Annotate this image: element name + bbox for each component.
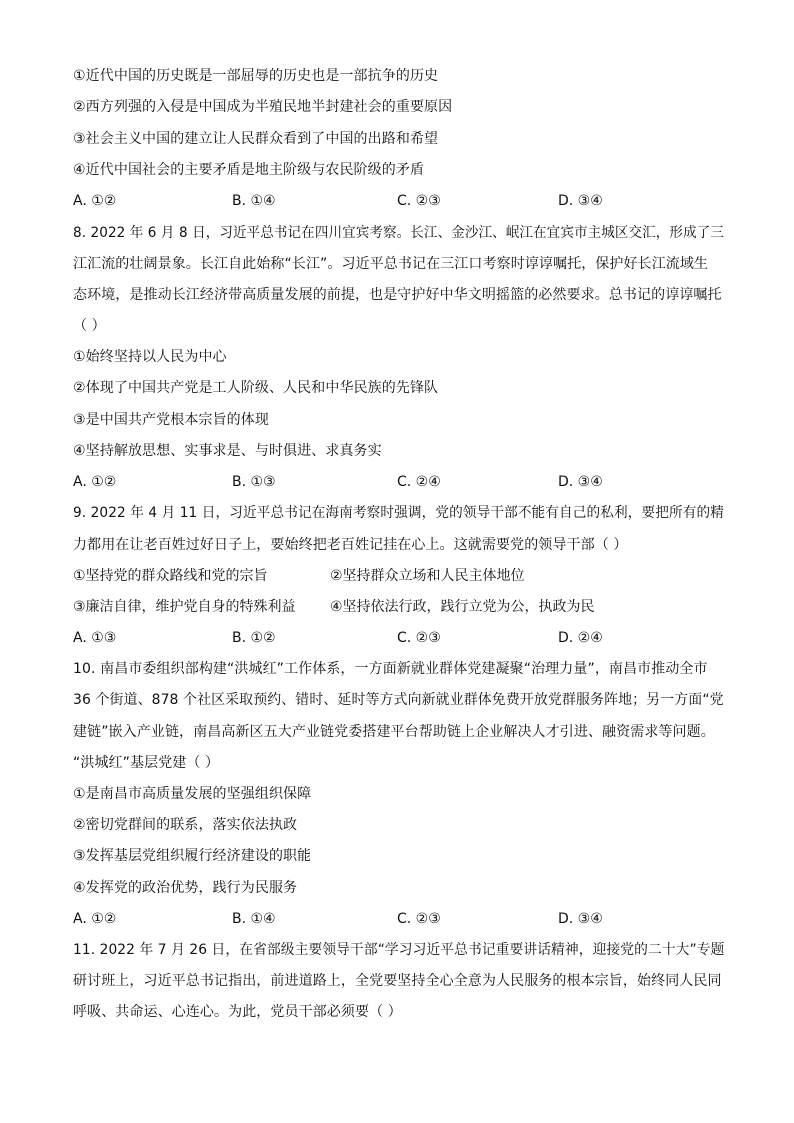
q9-stem-line-1: 9. 2022 年 4 月 11 日，习近平总书记在海南考察时强调，党的领导干部不能有自己的私利，要把所有的精 [73, 505, 724, 521]
q7-statement-1: ①近代中国的历史既是一部屈辱的历史也是一部抗争的历史 [73, 68, 439, 84]
q8-option-b: B. ①③ [232, 474, 276, 490]
q7-statement-3: ③社会主义中国的建立让人民群众看到了中国的出路和希望 [73, 131, 439, 147]
q10-stem-line-3: 建链”嵌入产业链，南昌高新区五大产业链党委搭建平台帮助链上企业解决人才引进、融资需求等问题。 [73, 724, 715, 740]
q7-option-d: D. ③④ [558, 193, 603, 209]
q10-stem-line-2: 36 个街道、878 个社区采取预约、错时、延时等方式向新就业群体免费开放党群服务阵地；另一方面“党 [73, 692, 724, 708]
q10-statement-4: ④发挥党的政治优势，践行为民服务 [73, 880, 298, 896]
q11-stem-line-3: 呼吸、共命运、心连心。为此，党员干部必须要（ ） [73, 1004, 402, 1020]
q8-answer-blank: （ ） [73, 318, 106, 334]
q7-statement-4: ④近代中国社会的主要矛盾是地主阶级与农民阶级的矛盾 [73, 162, 425, 178]
q8-stem-line-1: 8. 2022 年 6 月 8 日，习近平总书记在四川宜宾考察。长江、金沙江、岷江在宜宾市主城区交汇，形成了三 [73, 225, 724, 241]
q9-option-c: C. ②③ [397, 630, 441, 646]
q9-statement-3: ③廉洁自律，维护党自身的特殊利益 [73, 599, 296, 615]
q9-option-b: B. ①② [232, 630, 276, 646]
q8-stem-line-2: 江汇流的壮阔景象。长江自此始称“长江”。习近平总书记在三江口考察时谆谆嘱托，保护好长江流域生 [73, 256, 709, 272]
q8-option-c: C. ②④ [397, 474, 441, 490]
q10-option-d: D. ③④ [558, 911, 603, 927]
q8-option-d: D. ③④ [558, 474, 603, 490]
q7-option-b: B. ①④ [232, 193, 276, 209]
q10-option-c: C. ②③ [397, 911, 441, 927]
q10-option-b: B. ①④ [232, 911, 276, 927]
q9-statement-4: ④坚持依法行政，践行立党为公，执政为民 [330, 599, 595, 615]
q10-statement-1: ①是南昌市高质量发展的坚强组织保障 [73, 786, 312, 802]
q11-stem-line-1: 11. 2022 年 7 月 26 日，在省部级主要领导干部“学习习近平总书记重要讲话精神，迎接党的二十大”专题 [73, 942, 725, 958]
q7-option-a: A. ①② [73, 193, 117, 209]
q8-statement-4: ④坚持解放思想、实事求是、与时俱进、求真务实 [73, 443, 382, 459]
q10-statement-3: ③发挥基层党组织履行经济建设的职能 [73, 848, 312, 864]
q10-stem-line-4: “洪城红”基层党建（ ） [73, 755, 220, 771]
q9-stem-line-2: 力都用在让老百姓过好日子上，要始终把老百姓记挂在心上。这就需要党的领导干部（ ） [73, 537, 628, 553]
q10-stem-line-1: 10. 南昌市委组织部构建“洪城红”工作体系，一方面新就业群体党建凝聚“治理力量”，南昌市推动全市 [73, 661, 708, 677]
q9-option-a: A. ①③ [73, 630, 117, 646]
q7-option-c: C. ②③ [397, 193, 441, 209]
q8-statement-1: ①始终坚持以人民为中心 [73, 349, 227, 365]
q9-option-d: D. ②④ [558, 630, 603, 646]
q8-statement-3: ③是中国共产党根本宗旨的体现 [73, 412, 269, 428]
q8-stem-line-3: 态环境，是推动长江经济带高质量发展的前提，也是守护好中华文明摇篮的必然要求。总书记的谆谆嘱托 [73, 287, 722, 303]
q10-option-a: A. ①② [73, 911, 117, 927]
q11-stem-line-2: 研讨班上，习近平总书记指出，前进道路上，全党要坚持全心全意为人民服务的根本宗旨，始终同人民同 [73, 973, 722, 989]
q9-statement-1: ①坚持党的群众路线和党的宗旨 [73, 568, 268, 584]
q7-statement-2: ②西方列强的入侵是中国成为半殖民地半封建社会的重要原因 [73, 99, 453, 115]
q9-statement-2: ②坚持群众立场和人民主体地位 [330, 568, 525, 584]
q8-statement-2: ②体现了中国共产党是工人阶级、人民和中华民族的先锋队 [73, 380, 439, 396]
q8-option-a: A. ①② [73, 474, 117, 490]
q10-statement-2: ②密切党群间的联系，落实依法执政 [73, 817, 298, 833]
